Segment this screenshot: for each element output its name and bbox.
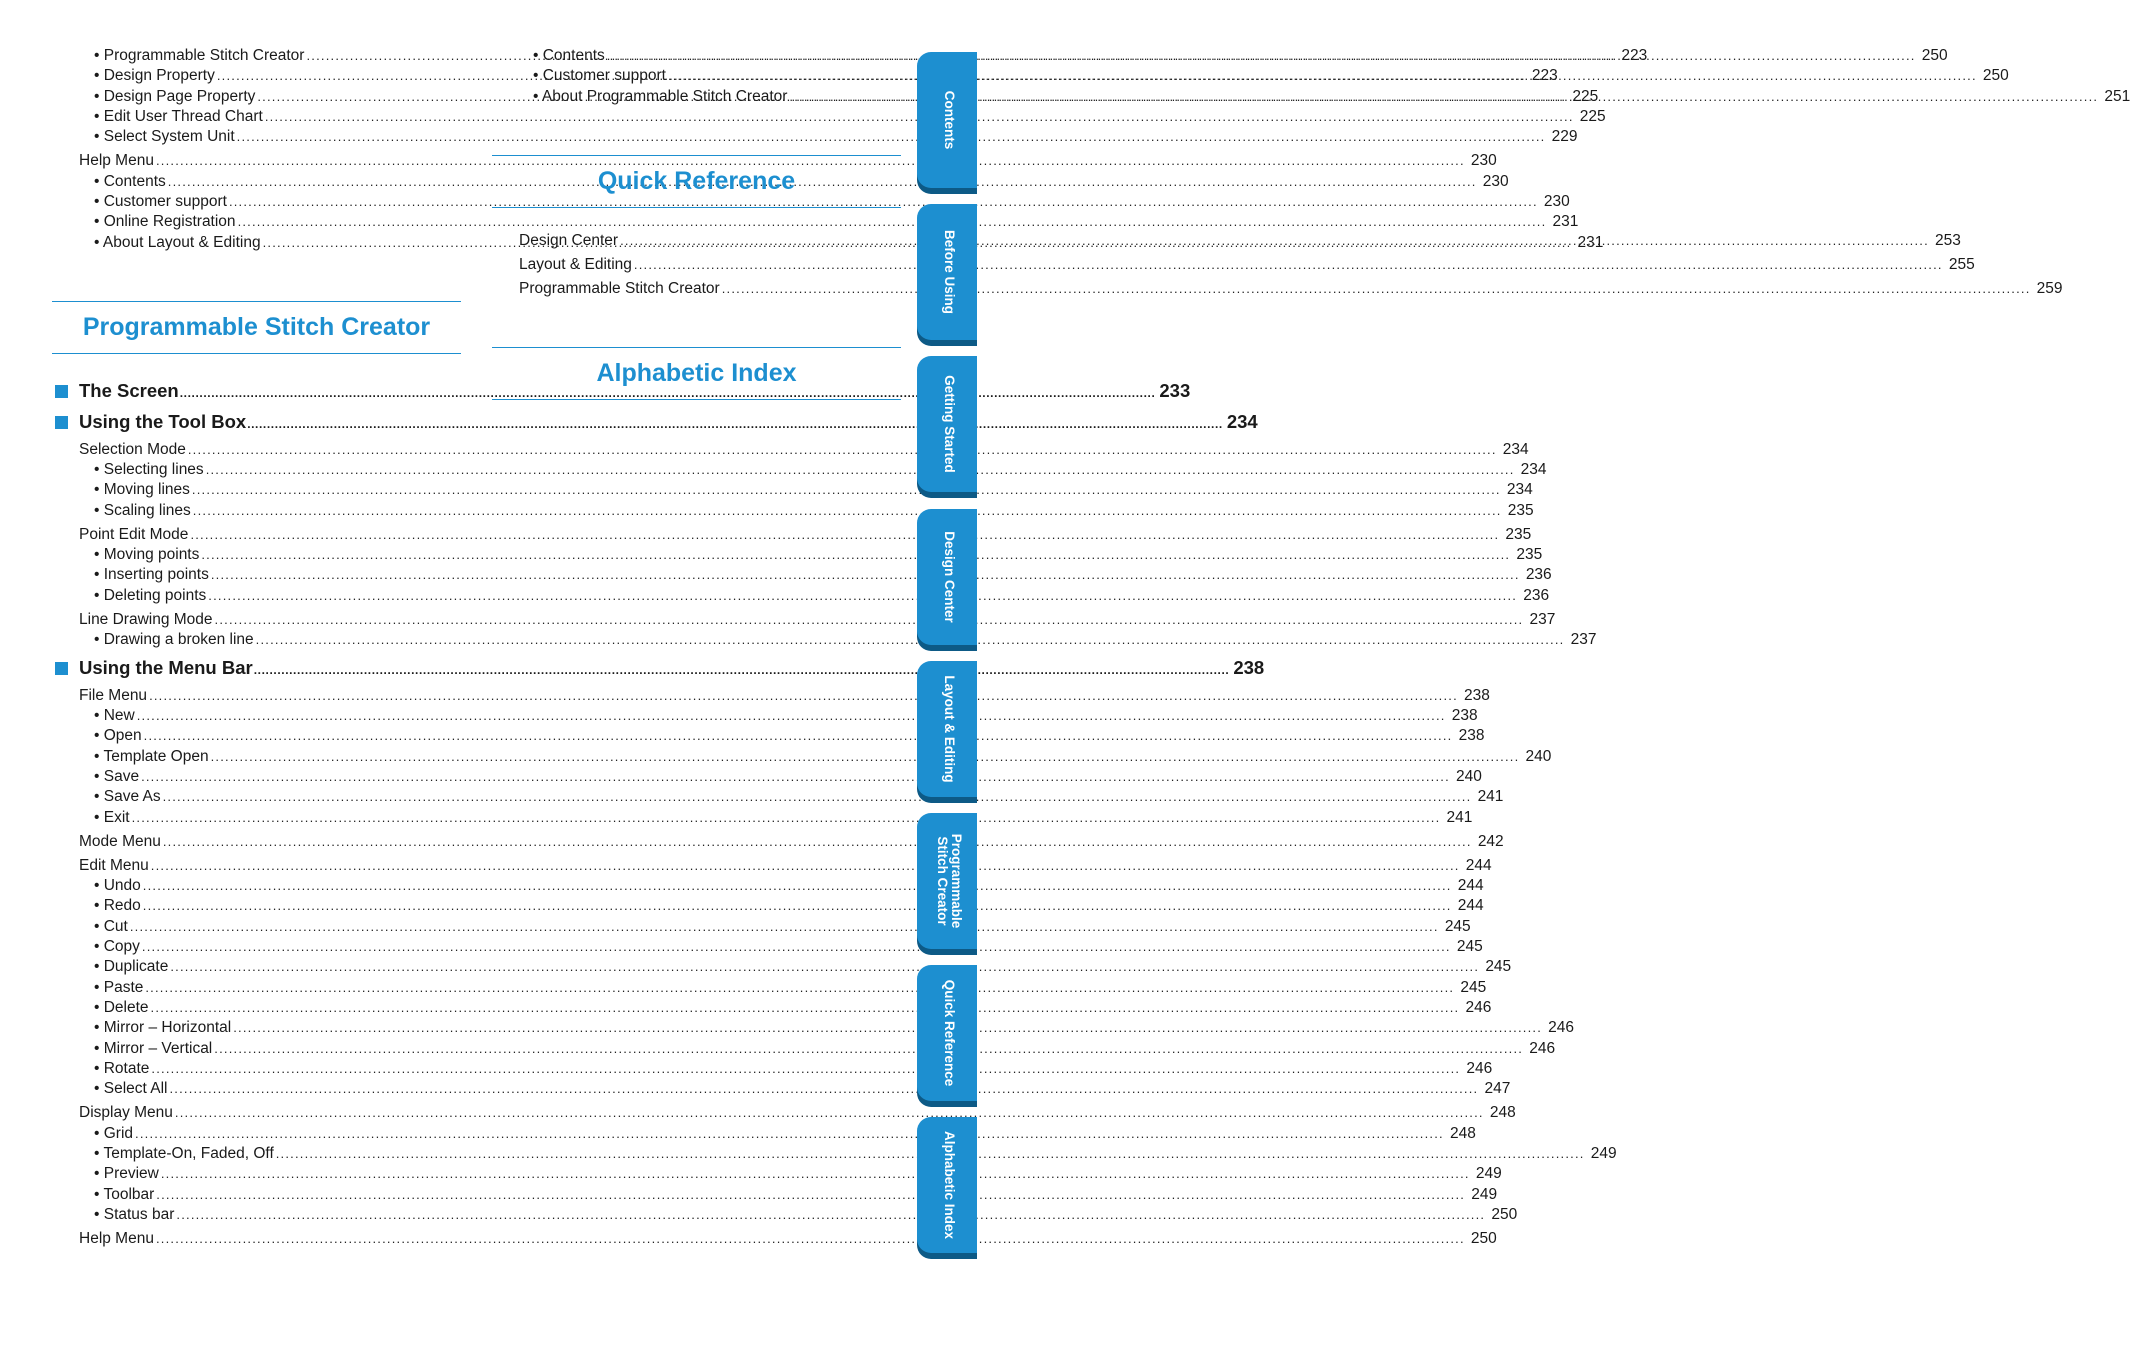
- toc-entry[interactable]: [94, 107, 1606, 127]
- toc-entry-label: • Design Page Property: [94, 88, 256, 105]
- toc-entry-page: 255: [1948, 256, 1975, 273]
- toc-entry[interactable]: [79, 610, 1556, 630]
- toc-entry-label: • Deleting points: [94, 587, 207, 604]
- psc-heading: Programmable Stitch Creator: [82, 313, 431, 341]
- toc-entry-label: Help Menu: [79, 1230, 154, 1247]
- leader-dots: [607, 46, 1916, 66]
- toc-entry-label: Programmable Stitch Creator: [519, 280, 720, 297]
- toc-entry[interactable]: [94, 1124, 1476, 1144]
- toc-entry-page: 248: [1449, 1125, 1476, 1142]
- toc-entry-label: • Template-On, Faded, Off: [94, 1145, 274, 1162]
- toc-entry-page: 237: [1529, 611, 1556, 628]
- toc-entry-page: 242: [1477, 833, 1504, 850]
- toc-entry-page: 238: [1451, 707, 1478, 724]
- section-square-icon: [55, 385, 68, 398]
- toc-entry[interactable]: [79, 525, 1532, 545]
- leader-dots: [214, 1039, 1523, 1059]
- toc-entry-page: 234: [1502, 441, 1529, 458]
- toc-entry-label: Selection Mode: [79, 441, 186, 458]
- leader-dots: [254, 663, 1230, 677]
- leader-dots: [208, 586, 1517, 606]
- leader-dots: [180, 386, 1156, 400]
- leader-dots: [206, 460, 1515, 480]
- toc-entry-page: 259: [2036, 280, 2063, 297]
- toc-entry-label: • Mirror – Vertical: [94, 1040, 213, 1057]
- toc-entry-label: • Select System Unit: [94, 128, 235, 145]
- leader-dots: [188, 440, 1497, 460]
- toc-entry-label: • Cut: [94, 918, 128, 935]
- side-tab[interactable]: [917, 1117, 977, 1253]
- leader-dots: [193, 501, 1502, 521]
- side-tab-label: Quick Reference: [942, 979, 957, 1087]
- toc-entry[interactable]: [94, 1039, 1556, 1059]
- toc-entry-label: • Mirror – Horizontal: [94, 1019, 232, 1036]
- toc-entry-page: 249: [1590, 1145, 1617, 1162]
- toc-entry-label: • Scaling lines: [94, 502, 191, 519]
- side-tab-label: Design Center: [942, 531, 957, 623]
- section-rule: [52, 301, 461, 302]
- toc-entry[interactable]: [94, 1079, 1511, 1099]
- toc-entry-page: 250: [1491, 1206, 1518, 1223]
- toc-entry[interactable]: [519, 255, 1975, 275]
- toc-entry-label: Display Menu: [79, 1104, 173, 1121]
- toc-entry-label: • Rotate: [94, 1060, 150, 1077]
- toc-entry[interactable]: [94, 1164, 1502, 1184]
- toc-entry-page: 236: [1523, 587, 1550, 604]
- toc-entry-label: • Paste: [94, 979, 144, 996]
- toc-entry-label: • Delete: [94, 999, 149, 1016]
- leader-dots: [137, 706, 1446, 726]
- leader-dots: [238, 212, 1547, 232]
- toc-entry-label: Edit Menu: [79, 857, 149, 874]
- toc-entry-page: 245: [1444, 918, 1471, 935]
- toc-entry-page: 250: [1982, 67, 2009, 84]
- toc-entry-label: File Menu: [79, 687, 148, 704]
- toc-entry[interactable]: [94, 212, 1579, 232]
- toc-entry[interactable]: [94, 480, 1533, 500]
- leader-dots: [156, 1185, 1465, 1205]
- toc-entry-label: • Template Open: [94, 748, 209, 765]
- leader-dots: [142, 937, 1451, 957]
- toc-entry-page: 250: [1470, 1230, 1497, 1247]
- leader-dots: [151, 1059, 1460, 1079]
- toc-entry-page: 246: [1466, 1060, 1493, 1077]
- toc-entry-page: 251: [2104, 88, 2130, 105]
- toc-entry-page: 245: [1456, 938, 1483, 955]
- toc-entry[interactable]: [94, 127, 1578, 147]
- side-tab-label: Before Using: [942, 229, 957, 314]
- toc-entry[interactable]: [79, 151, 1497, 171]
- leader-dots: [634, 255, 1943, 275]
- toc-entry[interactable]: [94, 896, 1484, 916]
- leader-dots: [151, 856, 1460, 876]
- toc-entry-page: 240: [1456, 768, 1482, 785]
- toc-entry-page: 236: [1525, 566, 1552, 583]
- leader-dots: [130, 917, 1439, 937]
- toc-entry-label: • Edit User Thread Chart: [94, 108, 263, 125]
- toc-entry-label: • Duplicate: [94, 958, 169, 975]
- toc-entry-page: 237: [1570, 631, 1597, 648]
- leader-dots: [132, 808, 1441, 828]
- leader-dots: [211, 747, 1520, 767]
- toc-entry-page: 238: [1458, 727, 1485, 744]
- toc-entry-label: • Moving lines: [94, 481, 190, 498]
- toc-entry-label: • Programmable Stitch Creator: [94, 47, 305, 64]
- toc-entry-page: 235: [1505, 526, 1532, 543]
- toc-entry-label: Mode Menu: [79, 833, 161, 850]
- leader-dots: [789, 87, 2098, 107]
- side-tab[interactable]: [917, 356, 977, 492]
- leader-dots: [144, 726, 1453, 746]
- toc-entry-label: • Undo: [94, 877, 141, 894]
- toc-entry-label: • New: [94, 707, 135, 724]
- toc-entry-label: • Toolbar: [94, 1186, 155, 1203]
- leader-dots: [143, 876, 1452, 896]
- toc-entry[interactable]: [79, 856, 1492, 876]
- section-title: The Screen: [79, 380, 179, 401]
- toc-entry-label: • Exit: [94, 809, 130, 826]
- leader-dots: [201, 545, 1510, 565]
- toc-entry-label: • Preview: [94, 1165, 159, 1182]
- toc-entry-page: 246: [1548, 1019, 1575, 1036]
- section-rule: [492, 155, 901, 156]
- leader-dots: [135, 1124, 1444, 1144]
- side-tab-label: Layout & Editing: [942, 675, 957, 783]
- toc-section-the-screen[interactable]: [79, 380, 1191, 402]
- side-tab[interactable]: [917, 204, 977, 340]
- leader-dots: [145, 978, 1454, 998]
- side-tab-label: Contents: [942, 90, 957, 150]
- leader-dots: [233, 1018, 1542, 1038]
- leader-dots: [170, 1079, 1479, 1099]
- leader-dots: [211, 565, 1520, 585]
- toc-entry-label: • Open: [94, 727, 142, 744]
- leader-dots: [247, 417, 1223, 431]
- toc-entry-page: 231: [1577, 234, 1604, 251]
- toc-entry-page: 248: [1489, 1104, 1516, 1121]
- toc-entry[interactable]: [79, 1103, 1516, 1123]
- toc-entry[interactable]: [94, 1185, 1498, 1205]
- toc-entry-label: • Customer support: [94, 193, 227, 210]
- section-title: Using the Menu Bar: [79, 657, 253, 678]
- toc-entry-page: 240: [1525, 748, 1552, 765]
- toc-entry[interactable]: [79, 832, 1504, 852]
- toc-entry[interactable]: [94, 937, 1483, 957]
- leader-dots: [163, 787, 1472, 807]
- quick-reference-heading: Quick Reference: [597, 167, 796, 195]
- toc-entry-page: 241: [1446, 809, 1473, 826]
- toc-entry-page: 246: [1465, 999, 1492, 1016]
- toc-entry-label: • Customer support: [533, 67, 666, 84]
- toc-entry-label: Design Center: [519, 232, 619, 249]
- section-rule: [492, 347, 901, 348]
- toc-entry-label: • Save: [94, 768, 140, 785]
- toc-entry-page: 223: [1621, 47, 1648, 64]
- toc-entry-label: Point Edit Mode: [79, 526, 189, 543]
- toc-entry[interactable]: [94, 1144, 1617, 1164]
- toc-entry[interactable]: [79, 440, 1529, 460]
- toc-entry-label: • Moving points: [94, 546, 200, 563]
- leader-dots: [163, 832, 1472, 852]
- toc-entry-page: 235: [1507, 502, 1534, 519]
- toc-entry-label: • Design Property: [94, 67, 215, 84]
- section-page: 234: [1226, 411, 1258, 432]
- leader-dots: [156, 1229, 1465, 1249]
- toc-entry-label: • Save As: [94, 788, 161, 805]
- leader-dots: [190, 525, 1499, 545]
- toc-entry[interactable]: [94, 501, 1534, 521]
- leader-dots: [161, 1164, 1470, 1184]
- leader-dots: [237, 127, 1546, 147]
- toc-entry[interactable]: [94, 565, 1552, 585]
- section-page: 238: [1233, 657, 1265, 678]
- section-rule: [492, 399, 901, 400]
- toc-entry-page: 249: [1475, 1165, 1502, 1182]
- side-tab[interactable]: [917, 52, 977, 188]
- leader-dots: [151, 998, 1460, 1018]
- toc-entry-page: 230: [1482, 173, 1509, 190]
- leader-dots: [215, 610, 1524, 630]
- side-tab[interactable]: [917, 509, 977, 645]
- toc-entry-page: 244: [1457, 897, 1484, 914]
- toc-entry-page: 250: [1921, 47, 1948, 64]
- toc-entry-page: 245: [1460, 979, 1487, 996]
- toc-entry-page: 246: [1529, 1040, 1556, 1057]
- toc-entry[interactable]: [94, 998, 1492, 1018]
- toc-entry-label: • Redo: [94, 897, 141, 914]
- toc-entry[interactable]: [94, 586, 1550, 606]
- toc-entry[interactable]: [94, 1018, 1575, 1038]
- leader-dots: [256, 630, 1565, 650]
- toc-entry-page: 234: [1506, 481, 1533, 498]
- toc-entry-page: 230: [1470, 152, 1497, 169]
- leader-dots: [668, 66, 1977, 86]
- leader-dots: [192, 480, 1501, 500]
- toc-entry-label: • Selecting lines: [94, 461, 204, 478]
- leader-dots: [176, 1205, 1485, 1225]
- toc-entry-page: 234: [1520, 461, 1547, 478]
- side-tab-label: Alphabetic Index: [942, 1130, 957, 1240]
- section-page: 233: [1159, 380, 1191, 401]
- toc-entry[interactable]: [94, 978, 1487, 998]
- toc-entry-page: 244: [1465, 857, 1492, 874]
- alphabetic-index-heading: Alphabetic Index: [596, 359, 797, 387]
- toc-entry[interactable]: [79, 1229, 1497, 1249]
- toc-entry-label: • Drawing a broken line: [94, 631, 254, 648]
- toc-section-tool-box[interactable]: [79, 411, 1258, 433]
- toc-entry[interactable]: [94, 957, 1512, 977]
- toc-entry-label: Help Menu: [79, 152, 154, 169]
- section-square-icon: [55, 416, 68, 429]
- toc-entry-page: 223: [1531, 67, 1558, 84]
- toc-entry-label: • About Programmable Stitch Creator: [533, 88, 788, 105]
- toc-entry[interactable]: [94, 192, 1570, 212]
- leader-dots: [149, 686, 1458, 706]
- toc-section-menu-bar[interactable]: [79, 657, 1265, 679]
- toc-entry[interactable]: [94, 767, 1482, 787]
- toc-entry[interactable]: [94, 876, 1484, 896]
- toc-entry[interactable]: [79, 686, 1490, 706]
- toc-entry-page: 247: [1484, 1080, 1511, 1097]
- toc-entry-page: 249: [1471, 1186, 1498, 1203]
- toc-entry-label: Layout & Editing: [519, 256, 632, 273]
- toc-entry[interactable]: [94, 630, 1597, 650]
- toc-entry-page: 244: [1457, 877, 1484, 894]
- toc-entry-page: 238: [1464, 687, 1490, 704]
- toc-entry-label: • Inserting points: [94, 566, 209, 583]
- toc-entry-page: 225: [1572, 88, 1599, 105]
- leader-dots: [141, 767, 1450, 787]
- toc-entry-label: • Select All: [94, 1080, 168, 1097]
- section-rule: [52, 353, 461, 354]
- toc-entry[interactable]: [94, 706, 1478, 726]
- toc-entry-label: • Online Registration: [94, 213, 236, 230]
- toc-entry[interactable]: [94, 747, 1552, 767]
- side-tab-label: Getting Started: [942, 375, 957, 473]
- toc-entry-page: 245: [1485, 958, 1512, 975]
- section-rule: [492, 207, 901, 208]
- leader-dots: [143, 896, 1452, 916]
- leader-dots: [175, 1103, 1484, 1123]
- toc-entry-label: Line Drawing Mode: [79, 611, 213, 628]
- leader-dots: [620, 231, 1929, 251]
- toc-entry-page: 241: [1477, 788, 1504, 805]
- toc-entry[interactable]: [519, 279, 2063, 299]
- side-tab[interactable]: [917, 661, 977, 797]
- toc-entry-page: 225: [1579, 108, 1606, 125]
- toc-entry-page: 229: [1551, 128, 1578, 145]
- toc-entry-page: 230: [1543, 193, 1570, 210]
- toc-entry[interactable]: [94, 545, 1543, 565]
- toc-entry-label: • Contents: [94, 173, 166, 190]
- toc-entry-label: • Status bar: [94, 1206, 175, 1223]
- side-tab[interactable]: [917, 965, 977, 1101]
- toc-entry-label: • About Layout & Editing: [94, 234, 261, 251]
- toc-entry-page: 235: [1516, 546, 1543, 563]
- section-square-icon: [55, 662, 68, 675]
- toc-entry-page: 231: [1552, 213, 1579, 230]
- toc-entry[interactable]: [94, 917, 1471, 937]
- toc-entry[interactable]: [94, 460, 1547, 480]
- toc-entry-page: 253: [1935, 232, 1961, 249]
- side-tab-label: Programmable Stitch Creator: [935, 833, 964, 929]
- toc-entry[interactable]: [94, 1205, 1518, 1225]
- toc-entry-label: • Copy: [94, 938, 140, 955]
- toc-entry[interactable]: [94, 726, 1485, 746]
- leader-dots: [170, 957, 1479, 977]
- toc-entry-label: • Grid: [94, 1125, 134, 1142]
- toc-entry[interactable]: [94, 808, 1473, 828]
- section-title: Using the Tool Box: [79, 411, 247, 432]
- toc-entry[interactable]: [94, 1059, 1493, 1079]
- toc-entry-label: • Contents: [533, 47, 605, 64]
- toc-entry[interactable]: [94, 787, 1504, 807]
- side-tab[interactable]: [917, 813, 977, 949]
